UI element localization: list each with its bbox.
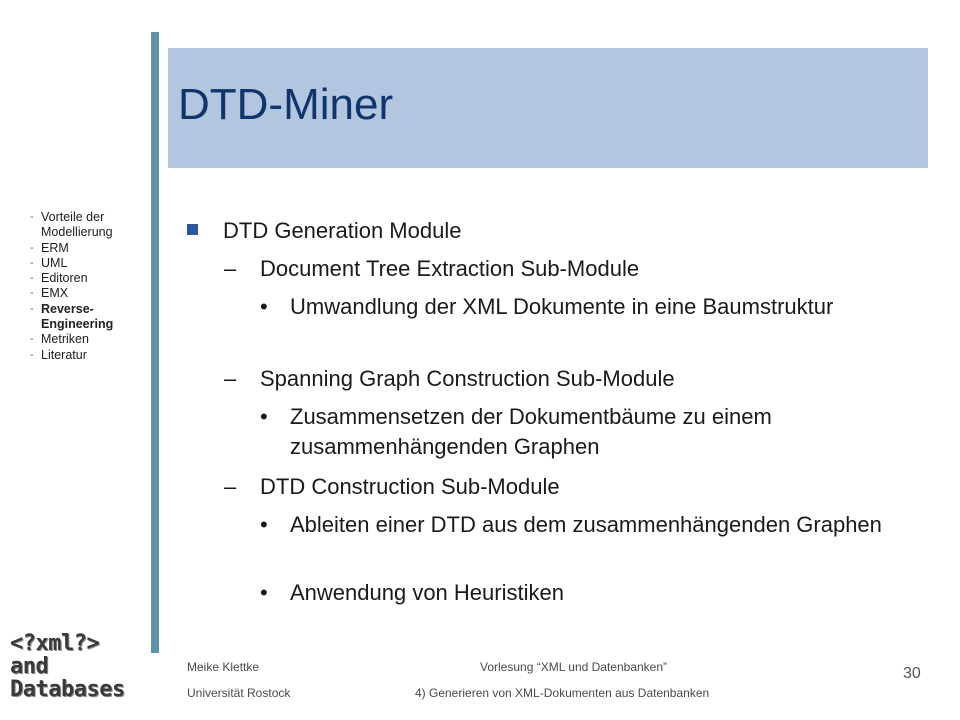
bullet-item-text: Umwandlung der XML Dokumente in eine Baumstruktur <box>290 294 834 319</box>
bullet-marker: • <box>260 580 268 605</box>
sub-bullet-text: Document Tree Extraction Sub-Module <box>260 256 640 281</box>
nav-item-label: Reverse- Engineering <box>41 301 114 332</box>
footer-university: Universität Rostock <box>187 686 291 700</box>
dash-marker: – <box>224 256 237 281</box>
nav-dash-marker: - <box>30 272 34 285</box>
nav-item-label: EMX <box>41 286 69 301</box>
square-bullet-icon <box>187 224 198 235</box>
nav-item-label: Editoren <box>41 271 88 286</box>
bullet-marker: • <box>260 512 268 537</box>
sub-bullet-2 <box>224 366 675 392</box>
bullet-item-3 <box>260 510 900 540</box>
bullet-item-text: Ableiten einer DTD aus dem zusammenhängenden Graphen <box>290 512 882 537</box>
nav-dash-marker: - <box>30 348 34 361</box>
footer-chapter: 4) Generieren von XML-Dokumenten aus Datenbanken <box>415 686 710 700</box>
bullet-item-2 <box>260 402 900 462</box>
nav-dash-marker: - <box>30 211 34 223</box>
nav-dash-marker: - <box>30 241 34 254</box>
bullet-item-text: Zusammensetzen der Dokumentbäume zu einem zusammenhängenden Graphen <box>290 404 772 459</box>
nav-dash-marker: - <box>30 256 34 269</box>
main-bullet-text: DTD Generation Module <box>223 218 462 243</box>
dash-marker: – <box>224 474 237 499</box>
sub-bullet-3 <box>224 474 560 500</box>
logo-line-1: <?xml?> <box>10 631 100 656</box>
logo-line-3: Databases <box>10 677 125 702</box>
bullet-marker: • <box>260 294 268 319</box>
nav-dash-marker: - <box>30 287 34 300</box>
bullet-item-4 <box>260 578 900 608</box>
footer-lecture: Vorlesung “XML und Datenbanken” <box>480 660 668 674</box>
nav-dash-marker: - <box>30 333 34 346</box>
bullet-item-text: Anwendung von Heuristiken <box>290 580 564 605</box>
bullet-item-1 <box>260 292 900 322</box>
slide-title: DTD-Miner <box>178 80 394 129</box>
nav-dash-marker: - <box>30 302 34 315</box>
page-number: 30 <box>903 665 921 682</box>
nav-item-label: Literatur <box>41 347 87 362</box>
bullet-marker: • <box>260 404 268 429</box>
nav-item-label: ERM <box>41 240 69 255</box>
nav-item-label: Metriken <box>41 332 89 347</box>
footer-author: Meike Klettke <box>187 660 260 674</box>
sub-bullet-text: DTD Construction Sub-Module <box>260 474 560 499</box>
nav-item-label: Vorteile der Modellierung <box>41 210 113 240</box>
nav-item-label: UML <box>41 255 68 270</box>
sub-bullet-1 <box>224 256 639 282</box>
sub-bullet-text: Spanning Graph Construction Sub-Module <box>260 366 675 391</box>
xml-and-databases-logo <box>10 632 125 701</box>
dash-marker: – <box>224 366 237 391</box>
logo-line-2: and <box>10 654 49 679</box>
main-bullet <box>223 218 461 244</box>
